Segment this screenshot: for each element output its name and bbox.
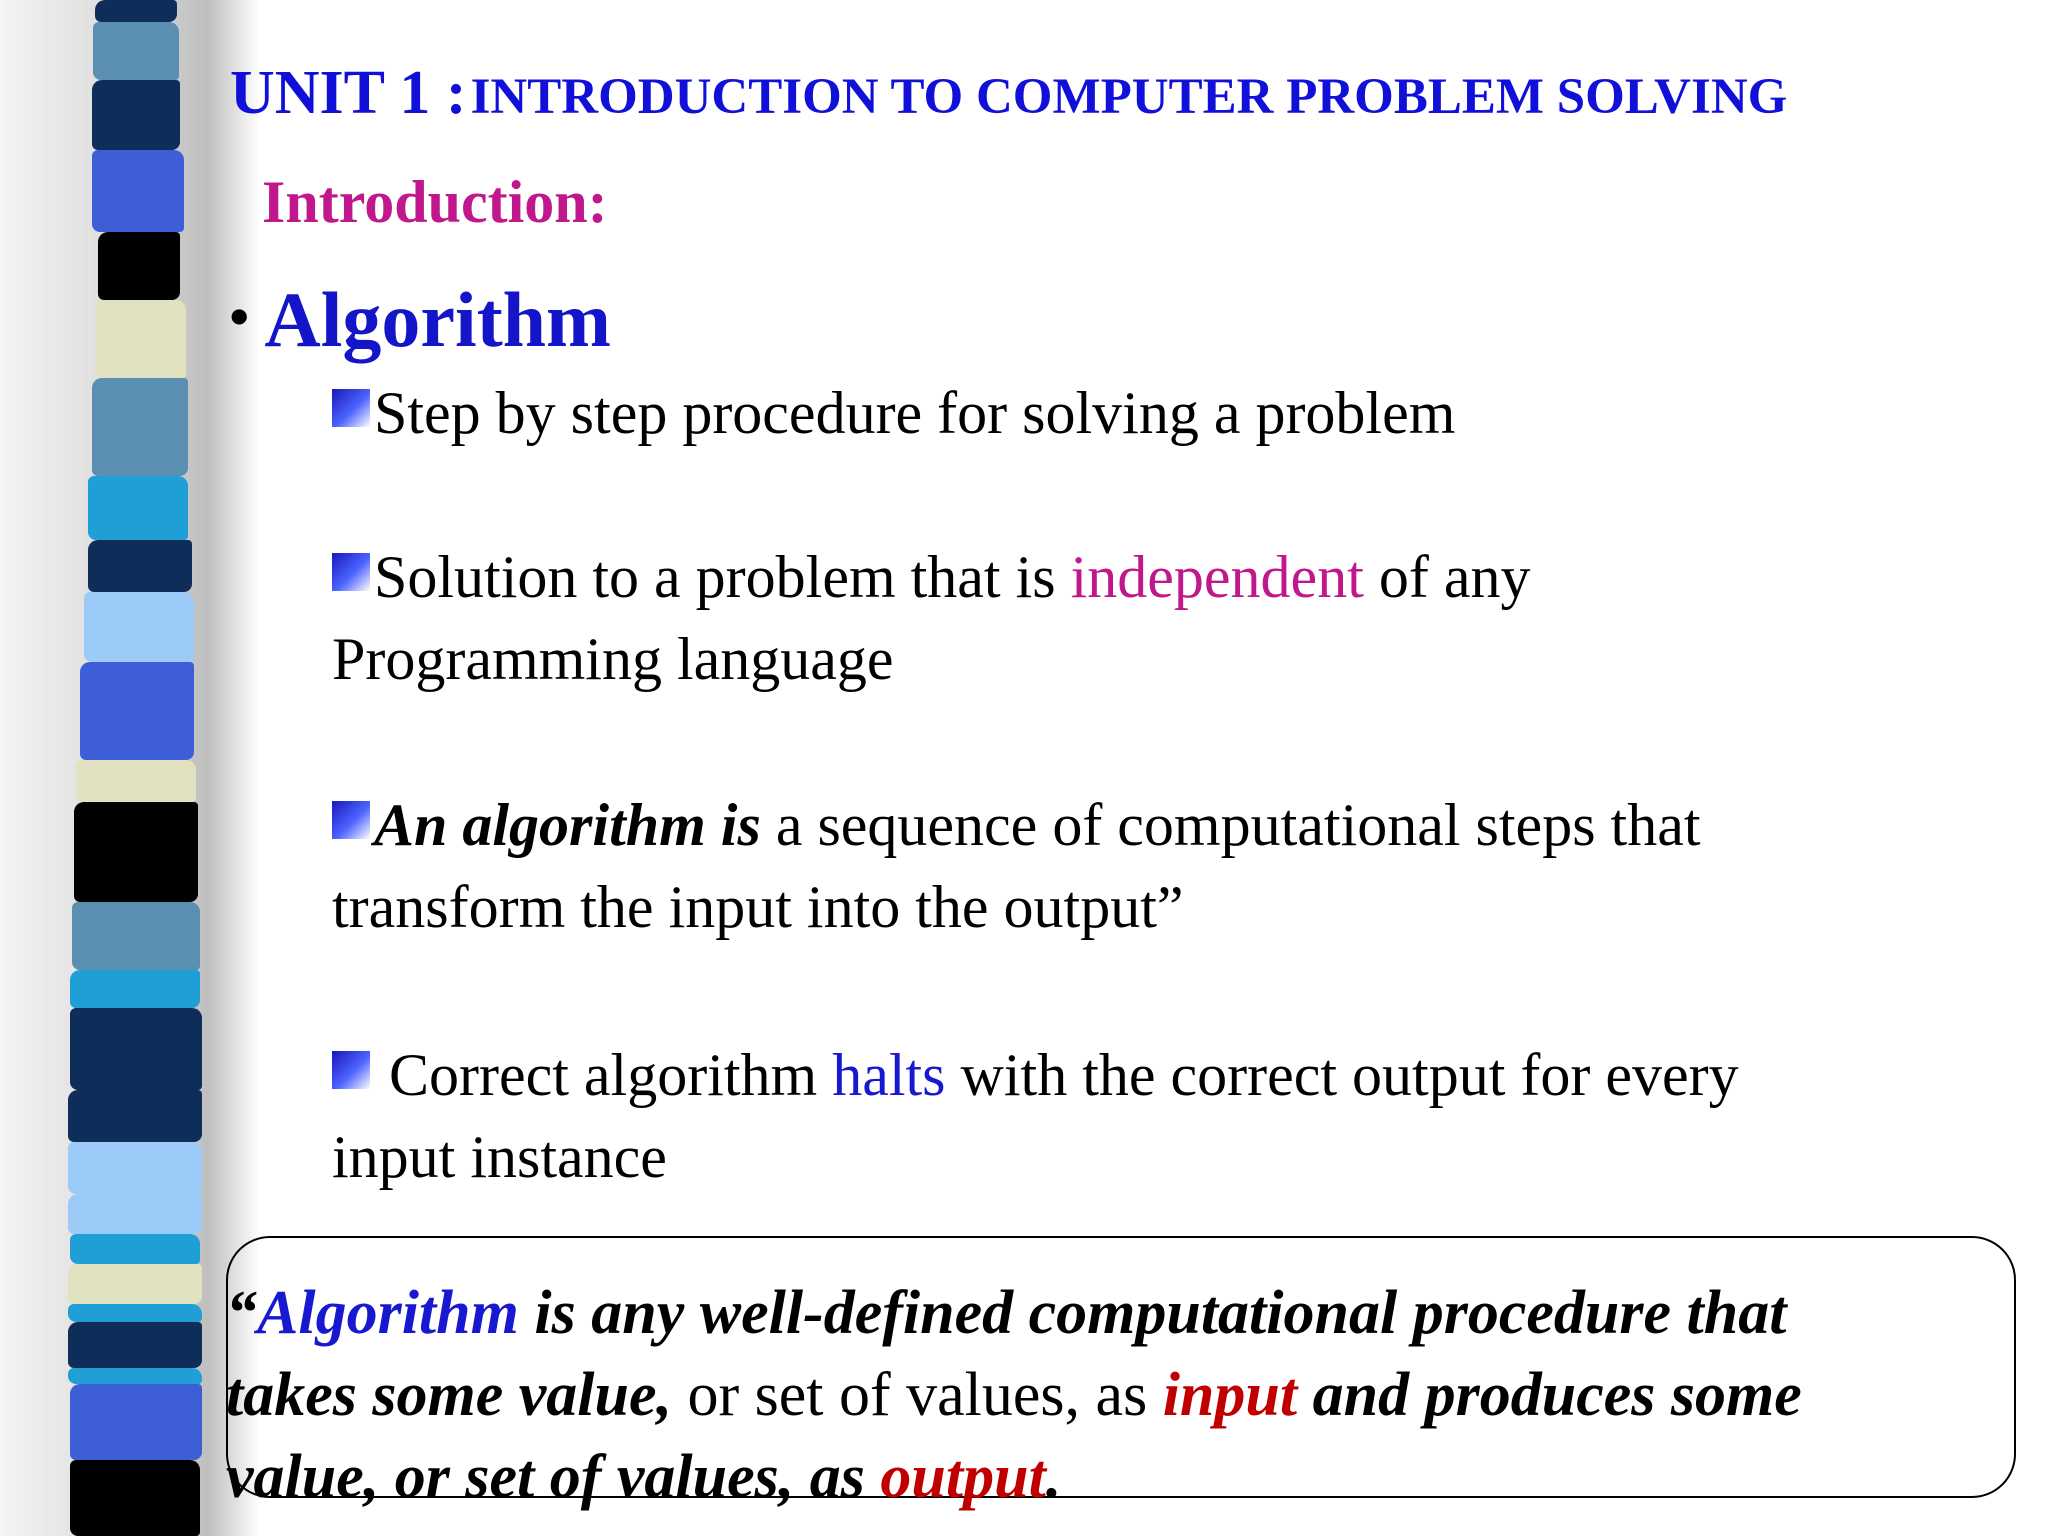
square-bullet-icon	[332, 389, 370, 427]
slide-title	[230, 58, 1787, 129]
item2-text-pre: Solution to a problem that is	[374, 544, 1071, 610]
item4-highlight: halts	[832, 1042, 946, 1108]
square-bullet-icon	[332, 801, 370, 839]
bullet-dot: •	[228, 281, 251, 352]
algorithm-bullet	[228, 275, 611, 365]
strip-band	[70, 1234, 200, 1264]
strip-band	[68, 1090, 202, 1142]
item2-text-post: of any	[1363, 544, 1531, 610]
strip-band	[70, 1384, 202, 1460]
strip-band	[93, 22, 179, 80]
list-item-1	[332, 372, 2012, 454]
strip-band	[68, 1322, 202, 1368]
quote-line2-b: or set of values, as	[672, 1361, 1163, 1429]
quote-line2-d: and produces some	[1297, 1361, 1802, 1429]
strip-band	[68, 1304, 202, 1322]
item4-line2: input instance	[332, 1124, 667, 1190]
strip-band	[70, 970, 200, 1008]
quote-line3-a: value, or set of values, as	[226, 1443, 881, 1511]
item4-text-pre: Correct algorithm	[374, 1042, 833, 1108]
item2-line2: Programming language	[332, 626, 894, 692]
title-text: INTRODUCTION TO COMPUTER PROBLEM SOLVING	[470, 69, 1788, 125]
quote-input-word: input	[1162, 1361, 1298, 1429]
strip-band	[68, 1194, 202, 1234]
strip-band	[84, 592, 194, 662]
item2-highlight: independent	[1070, 544, 1364, 610]
strip-band	[70, 1460, 200, 1536]
item1-text: Step by step procedure for solving a problem	[374, 380, 1456, 446]
strip-band	[68, 1368, 202, 1384]
definition-quote	[226, 1272, 2026, 1518]
strip-band	[96, 300, 186, 378]
strip-band	[74, 802, 198, 902]
strip-band	[68, 1142, 202, 1194]
strip-band	[92, 378, 188, 476]
strip-band	[72, 902, 200, 970]
item3-line2: transform the input into the output”	[332, 874, 1184, 940]
strip-band	[80, 662, 194, 760]
intro-heading: Introduction:	[262, 169, 608, 235]
algorithm-heading: Algorithm	[264, 276, 612, 363]
strip-band	[76, 760, 196, 802]
list-item-3	[332, 784, 2012, 948]
item3-bold: An algorithm is	[374, 792, 761, 858]
item3-rest: a sequence of computational steps that	[760, 792, 1701, 858]
item4-text-post: with the correct output for every	[945, 1042, 1739, 1108]
title-unit: UNIT 1 :	[230, 59, 467, 127]
square-bullet-icon	[332, 553, 370, 591]
left-decorative-strip	[0, 0, 1, 1]
strip-band	[88, 476, 188, 540]
quote-algorithm-word: Algorithm	[257, 1279, 519, 1347]
strip-band	[70, 1008, 202, 1090]
strip-band	[88, 540, 192, 592]
quote-output-word: output	[880, 1443, 1046, 1511]
quote-line3-c: .	[1045, 1443, 1062, 1511]
strip-band	[98, 232, 180, 300]
strip-band	[95, 0, 177, 22]
quote-line2-a: takes some value,	[226, 1361, 672, 1429]
strip-band	[92, 150, 184, 232]
list-item-4	[332, 1034, 2012, 1198]
square-bullet-icon	[332, 1051, 370, 1089]
quote-line1-rest: is any well-defined computational procedure that	[518, 1279, 1787, 1347]
list-item-2	[332, 536, 2012, 700]
strip-band	[68, 1264, 202, 1304]
strip-band	[92, 80, 180, 150]
quote-open-mark: “	[226, 1279, 257, 1347]
